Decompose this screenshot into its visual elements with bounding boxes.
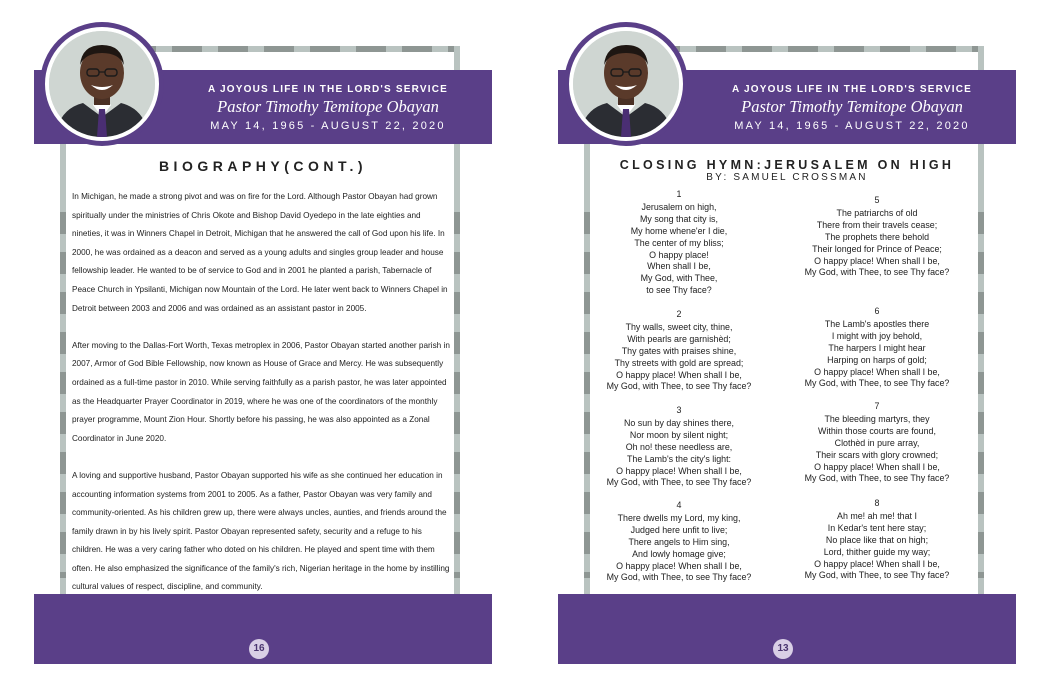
stanza-line: There angels to Him sing, xyxy=(628,536,730,547)
header-name: Pastor Timothy Temitope Obayan xyxy=(741,97,963,116)
stanza-line: Jerusalem on high, xyxy=(641,201,717,212)
biography-paragraph: A loving and supportive husband, Pastor Obayan supported his wife as she continued her education in accounting information systems from 2001 to 2005. As a father, Pastor Obayan was very family and community-oriented. As his children grew up, there were always uncles, aunties, and friends around the family drawn in by his lively spirit. Pastor Obayan represented safety, security and a refuge to his children. He was a very caring father who doted on his children. He played and spent time with them often. He also emphasized the significance of the family's rich, Nigerian heritage in the home by instilling cultural values of respect, discipline, and community. xyxy=(72,470,450,592)
stanza-line: O happy place! When shall I be, xyxy=(616,560,742,571)
stanza-line: Clothèd in pure array, xyxy=(834,437,920,448)
stanza-line: With pearls are garnishèd; xyxy=(627,333,731,344)
stanza-number: 5 xyxy=(874,195,880,205)
stanza-line: Thy streets with gold are spread; xyxy=(614,357,744,368)
hymn-stanza xyxy=(782,401,972,485)
hymn-author: BY: SAMUEL CROSSMAN xyxy=(706,172,868,183)
frame-stripe-left xyxy=(60,212,66,578)
hymn-stanza xyxy=(584,500,774,584)
stanza-line: And lowly homage give; xyxy=(632,548,726,559)
hymn-page xyxy=(558,22,1016,664)
stanza-line: In Kedar's tent here stay; xyxy=(827,522,927,533)
stanza-line: Their scars with glory crowned; xyxy=(815,449,939,460)
stanza-line: Thy walls, sweet city, thine, xyxy=(625,321,733,332)
stanza-number: 8 xyxy=(874,498,880,508)
portrait-illustration xyxy=(49,31,155,137)
portrait-photo xyxy=(45,27,159,141)
biography-text xyxy=(72,188,452,616)
frame-stripe-right xyxy=(978,212,984,578)
header-subtitle: A JOYOUS LIFE IN THE LORD'S SERVICE xyxy=(208,84,448,95)
stanza-line: My God, with Thee, to see Thy face? xyxy=(804,473,950,484)
stanza-number: 2 xyxy=(676,309,682,319)
stanza-line: My God, with Thee, xyxy=(640,273,718,284)
stanza-number: 7 xyxy=(874,401,880,411)
stanza-line: Nor moon by silent night; xyxy=(629,429,729,440)
stanza-line: No sun by day shines there, xyxy=(623,417,734,428)
stanza-line: Lord, thither guide my way; xyxy=(823,546,931,557)
stanza-line: There from their travels cease; xyxy=(816,219,938,230)
stanza-line: O happy place! When shall I be, xyxy=(616,369,742,380)
stanza-line: O happy place! When shall I be, xyxy=(616,465,742,476)
page-title: CLOSING HYMN:JERUSALEM ON HIGH xyxy=(619,158,955,172)
page-number-badge: 13 xyxy=(773,639,793,659)
page-title: BIOGRAPHY(CONT.) xyxy=(158,158,368,174)
stanza-line: The prophets there behold xyxy=(824,231,930,242)
memorial-header xyxy=(164,78,492,132)
stanza-line: Harping on harps of gold; xyxy=(827,354,927,365)
stanza-line: Judged here unfit to live; xyxy=(630,524,728,535)
stanza-line: My song that city is, xyxy=(640,213,718,224)
stanza-line: O happy place! xyxy=(649,249,709,260)
stanza-line: I might with joy behold, xyxy=(831,330,923,341)
stanza-line: When shall I be, xyxy=(647,261,711,272)
stanza-line: O happy place! When shall I be, xyxy=(814,461,940,472)
stanza-line: My God, with Thee, to see Thy face? xyxy=(606,572,752,583)
stanza-line: The patriarchs of old xyxy=(836,207,918,218)
stanza-line: My God, with Thee, to see Thy face? xyxy=(606,381,752,392)
portrait-illustration xyxy=(573,31,679,137)
header-dates: MAY 14, 1965 - AUGUST 22, 2020 xyxy=(210,120,446,132)
stanza-line: The Lamb's apostles there xyxy=(824,318,930,329)
stanza-number: 3 xyxy=(676,405,682,415)
page-number-badge: 16 xyxy=(249,639,269,659)
portrait-photo xyxy=(569,27,683,141)
frame-stripe-right xyxy=(454,212,460,578)
biography-paragraph: In Michigan, he made a strong pivot and was on fire for the Lord. Although Pastor Obayan had grown spiritually under the ministries of Chris Okote and Bishop David Oyedepo in the late eighties and nineties, it was in Winners Chapel in Detroit, Michigan that he answered the call of God upon his life. In 2000, he was ordained as a deacon and served as a young adults and singles group leader and house fellowship leader. He wanted to be of service to God and in 2001 he planted a parish, Tabernacle of Peace Church in Ypsilanti, Michigan now Mountain of the Lord. He later went back to Winners Chapel in Detroit between 2003 and 2006 and was ordained as an assistant pastor in 2005. xyxy=(72,192,448,313)
stanza-line: The center of my bliss; xyxy=(634,237,724,248)
stanza-line: My God, with Thee, to see Thy face? xyxy=(804,570,950,581)
header-subtitle: A JOYOUS LIFE IN THE LORD'S SERVICE xyxy=(732,84,972,95)
frame-stripe-top xyxy=(650,46,978,52)
stanza-line: My home whene'er I die, xyxy=(630,225,728,236)
frame-stripe-top xyxy=(126,46,454,52)
stanza-line: No place like that on high; xyxy=(825,534,929,545)
stanza-number: 6 xyxy=(874,306,880,316)
stanza-line: My God, with Thee, to see Thy face? xyxy=(804,378,950,389)
hymn-stanza xyxy=(584,405,774,489)
stanza-line: Their longed for Prince of Peace; xyxy=(812,243,942,254)
stanza-line: O happy place! When shall I be, xyxy=(814,558,940,569)
hymn-stanza xyxy=(782,498,972,582)
biography-paragraph: After moving to the Dallas-Fort Worth, Texas metroplex in 2006, Pastor Obayan started another parish in 2007, Armor of God Bible Fellowship, now known as House of Grace and Mercy. He was subsequently ordained as a full-time pastor in 2010. While serving faithfully as a parish pastor, he was later appointed as the Headquarter Prayer Coordinator in 2019, where he was one of the coordinators of the monthly prayer programme, Mount Zion Hour. Shortly before his passing, he was also appointed as a Zonal Coordinator in June 2020. xyxy=(72,340,450,443)
hymn-stanza xyxy=(782,306,972,390)
stanza-line: The harpers I might hear xyxy=(828,342,926,353)
hymn-stanza xyxy=(782,195,972,279)
stanza-number: 4 xyxy=(676,500,682,510)
biography-page xyxy=(34,22,492,664)
hymn-stanza xyxy=(584,309,774,393)
header-dates: MAY 14, 1965 - AUGUST 22, 2020 xyxy=(734,120,970,132)
header-name: Pastor Timothy Temitope Obayan xyxy=(217,97,439,116)
stanza-line: The Lamb's the city's light: xyxy=(626,453,732,464)
stanza-number: 1 xyxy=(676,189,682,199)
stanza-line: The bleeding martyrs, they xyxy=(824,413,930,424)
stanza-line: O happy place! When shall I be, xyxy=(814,366,940,377)
stanza-line: to see Thy face? xyxy=(646,285,712,296)
stanza-line: My God, with Thee, to see Thy face? xyxy=(606,477,752,488)
stanza-line: Thy gates with praises shine, xyxy=(621,345,737,356)
stanza-line: O happy place! When shall I be, xyxy=(814,255,940,266)
stanza-line: Oh no! these needless are, xyxy=(625,441,733,452)
stanza-line: There dwells my Lord, my king, xyxy=(617,512,741,523)
memorial-header xyxy=(688,78,1016,132)
stanza-line: Within those courts are found, xyxy=(818,425,936,436)
stanza-line: Ah me! ah me! that I xyxy=(837,510,917,521)
hymn-stanza xyxy=(584,189,774,297)
stanza-line: My God, with Thee, to see Thy face? xyxy=(804,267,950,278)
